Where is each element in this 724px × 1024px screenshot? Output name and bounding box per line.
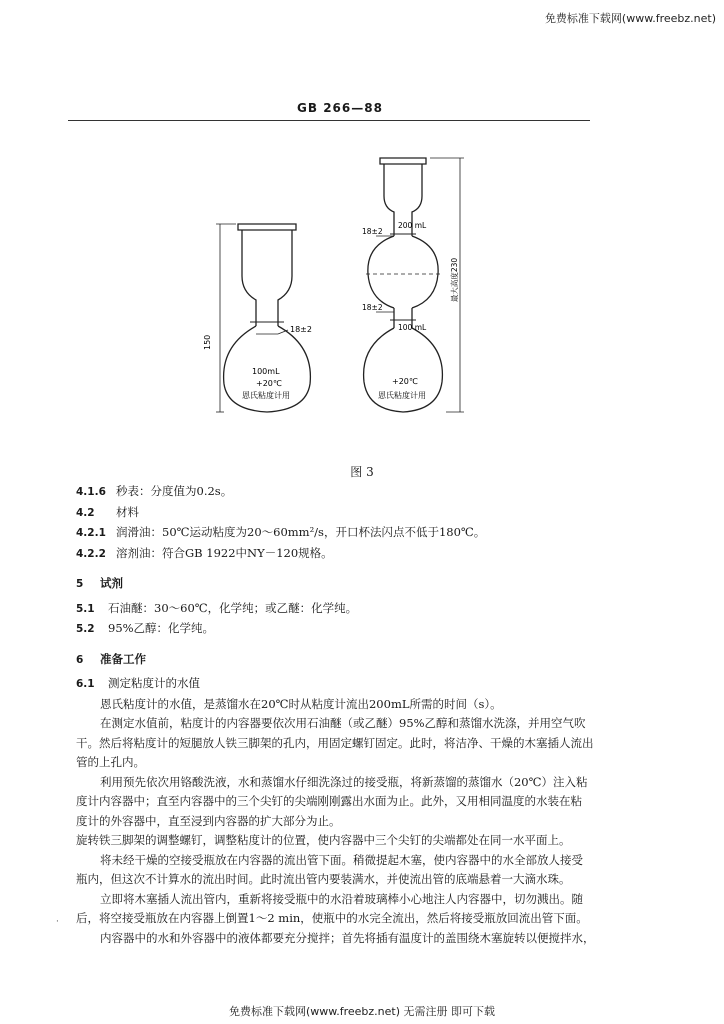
section-number: 4.2 [76, 506, 95, 519]
left-volume-label: 100mL [252, 367, 280, 376]
section-6-1 [76, 674, 696, 695]
section-4-2 [76, 503, 696, 524]
section-number: 6 [76, 653, 84, 666]
right-bottom-volume-label: 100 mL [398, 323, 427, 332]
section-text: 材料 [116, 504, 139, 519]
paragraph-line: 度计内容器中；直至内容器中的三个尖钉的尖端刚刚露出水面为止。此外，又用相同温度的水装在粘 [76, 794, 582, 808]
section-number: 4.2.1 [76, 527, 106, 539]
margin-mark: · [56, 917, 59, 927]
right-name-label: 恩氏粘度计用 [378, 391, 426, 400]
right-bottom-neck-label: 18±2 [362, 303, 383, 312]
section-number: 4.1.6 [76, 486, 106, 498]
section-number: 5.2 [76, 623, 95, 635]
paragraph-line: 恩氏粘度计的水值，是蒸馏水在20℃时从粘度计流出200mL所需的时间（s）。 [100, 696, 502, 711]
section-4-1-6 [76, 482, 696, 503]
paragraph-line: 干。然后将粘度计的短腿放人铁三脚架的孔内，用固定螺钉固定。此时，将洁净、干燥的木塞插人流出 [76, 735, 594, 750]
section-5-2 [76, 619, 696, 640]
section-text: 秒表：分度值为0.2s。 [116, 484, 233, 498]
right-temp-label: +20℃ [392, 377, 418, 386]
paragraph-line: 瓶内，但这次不计算水的流出时间。此时流出管内要装满水，并使流出管的底端悬着一大滴水珠。 [76, 872, 571, 886]
standard-code-header: GB 266—88 [297, 101, 383, 115]
paragraph-line: 将未经干燥的空接受瓶放在内容器的流出管下面。稍微提起木塞，使内容器中的水全部放人接受 [100, 852, 583, 867]
site-watermark-top: 免费标准下载网(www.freebz.net) [544, 12, 716, 25]
figure-caption: 图 3 [350, 465, 374, 479]
right-top-volume-label: 200 mL [398, 221, 427, 230]
figure-flasks [180, 150, 480, 454]
left-height-label: 150 [203, 334, 212, 350]
section-text: 润滑油：50℃运动粘度为20～60mm²/s，开口杯法闪点不低于180℃。 [116, 525, 486, 539]
right-max-height-label: 最大高度230 [450, 257, 459, 303]
section-5-1 [76, 599, 696, 620]
section-4-2-1 [76, 523, 696, 544]
paragraph-line: 管的上孔内。 [76, 755, 145, 769]
header-divider [68, 120, 590, 121]
left-neck-label: 18±2 [290, 325, 312, 334]
right-top-neck-label: 18±2 [362, 227, 383, 236]
flask-diagram [180, 150, 480, 450]
procedure-paragraph [76, 695, 696, 949]
section-number: 5 [76, 578, 84, 590]
site-watermark-bottom: 免费标准下载网(www.freebz.net) 无需注册 即可下载 [228, 1005, 496, 1018]
right-flask [364, 158, 464, 412]
section-text: 溶剂油：符合GB 1922中NY－120规格。 [116, 545, 333, 560]
section-text: 95%乙醇：化学纯。 [108, 621, 215, 635]
left-name-label: 恩氏粘度计用 [242, 391, 290, 400]
section-number: 4.2.2 [76, 547, 106, 560]
left-temp-label: +20℃ [256, 379, 282, 388]
section-6-heading [76, 650, 696, 671]
paragraph-line: 后，将空接受瓶放在内容器上倒置1～2 min，使瓶中的水完全流出，然后将接受瓶放回流出管下面。 [76, 911, 588, 925]
section-text: 石油醚：30～60℃，化学纯；或乙醚：化学纯。 [108, 600, 358, 615]
section-number: 6.1 [76, 678, 95, 690]
paragraph-line: 度计的外容器中，直至浸到内容器的扩大部分为止。 [76, 813, 341, 828]
section-text: 测定粘度计的水值 [108, 676, 200, 690]
paragraph-line: 在测定水值前，粘度计的内容器要依次用石油醚（或乙醚）95%乙醇和蒸馏水洗涤，并用空气吹 [100, 716, 586, 730]
paragraph-line: 利用预先依次用铬酸洗液，水和蒸馏水仔细洗涤过的接受瓶，将新蒸馏的蒸馏水（20℃）注入粘 [100, 774, 588, 789]
section-text: 准备工作 [100, 651, 146, 666]
section-4-2-2 [76, 544, 696, 565]
paragraph-line: 立即将木塞插人流出管内，重新将接受瓶中的水沿着玻璃棒小心地注人内容器中，切勿溅出。随 [100, 891, 583, 906]
paragraph-line: 旋转铁三脚架的调整螺钉，调整粘度计的位置，使内容器中三个尖钉的尖端都处在同一水平面上。 [76, 833, 571, 847]
section-5-heading [76, 574, 696, 595]
document-body [76, 482, 696, 948]
paragraph-line: 内容器中的水和外容器中的液体都要充分搅拌；首先将插有温度计的盖围绕木塞旋转以便搅拌水， [100, 930, 595, 945]
section-text: 试剂 [100, 576, 123, 590]
section-number: 5.1 [76, 602, 95, 615]
